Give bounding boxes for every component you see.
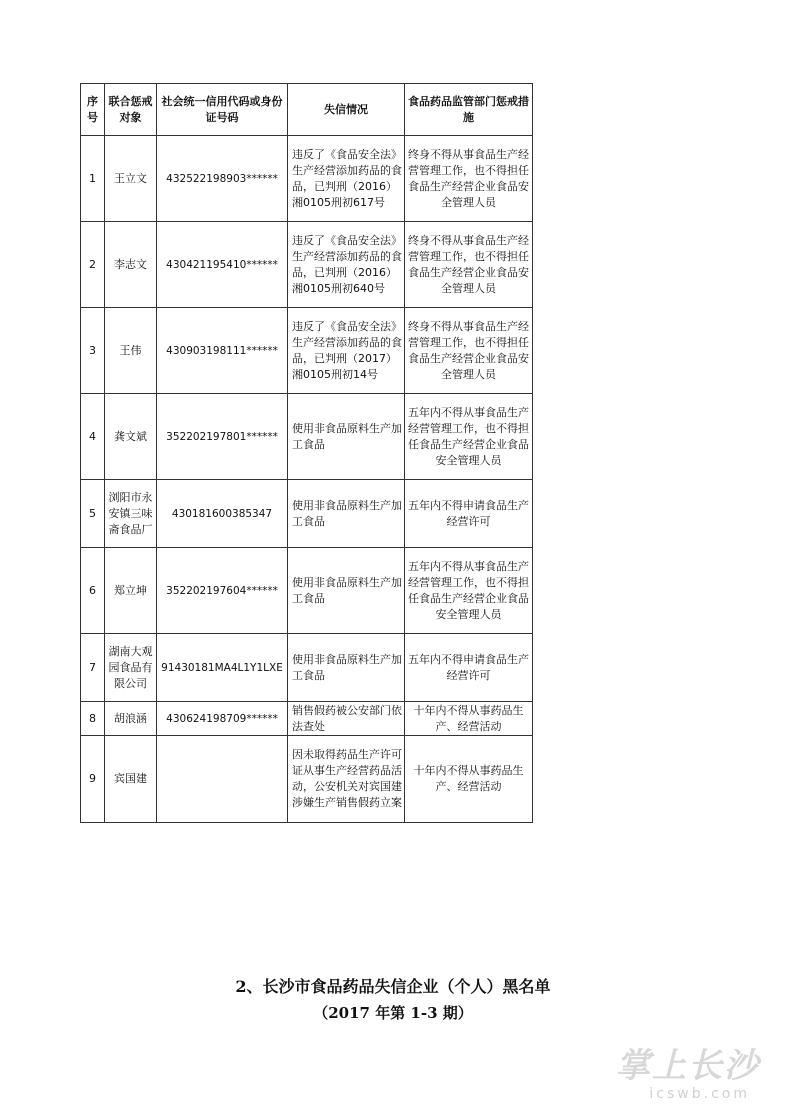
cell-name: 王伟 xyxy=(105,308,157,394)
watermark-logo: 掌上长沙 xyxy=(616,1046,760,1086)
blacklist-table xyxy=(80,83,533,823)
cell-name: 宾国建 xyxy=(105,736,157,823)
cell-situation: 使用非食品原料生产加工食品 xyxy=(288,480,405,548)
table-row xyxy=(81,308,533,394)
cell-name: 湖南大观园食品有限公司 xyxy=(105,634,157,702)
header-target: 联合惩戒对象 xyxy=(105,84,157,136)
cell-measure: 五年内不得从事食品生产经营管理工作，也不得担任食品生产经营企业食品安全管理人员 xyxy=(405,548,533,634)
table-row xyxy=(81,548,533,634)
cell-situation: 因未取得药品生产许可证从事生产经营药品活动，公安机关对宾国建涉嫌生产销售假药立案 xyxy=(288,736,405,823)
cell-code: 430421195410****** xyxy=(157,222,288,308)
cell-measure: 终身不得从事食品生产经营管理工作，也不得担任食品生产经营企业食品安全管理人员 xyxy=(405,308,533,394)
cell-code: 430181600385347 xyxy=(157,480,288,548)
cell-name: 李志文 xyxy=(105,222,157,308)
cell-situation: 使用非食品原料生产加工食品 xyxy=(288,634,405,702)
section-subtitle: （2017 年第 1-3 期） xyxy=(313,1004,473,1022)
cell-code: 430624198709****** xyxy=(157,702,288,736)
cell-code: 352202197801****** xyxy=(157,394,288,480)
cell-situation: 使用非食品原料生产加工食品 xyxy=(288,394,405,480)
table-row xyxy=(81,394,533,480)
cell-code: 430903198111****** xyxy=(157,308,288,394)
cell-no: 8 xyxy=(81,702,105,736)
section-title: 2、长沙市食品药品失信企业（个人）黑名单 xyxy=(235,977,551,996)
cell-situation: 使用非食品原料生产加工食品 xyxy=(288,548,405,634)
table-row xyxy=(81,736,533,823)
cell-measure: 十年内不得从事药品生产、经营活动 xyxy=(405,702,533,736)
cell-code: 91430181MA4L1Y1LXE xyxy=(157,634,288,702)
cell-no: 2 xyxy=(81,222,105,308)
cell-situation: 违反了《食品安全法》生产经营添加药品的食品，已判刑（2017）湘0105刑初14号 xyxy=(288,308,405,394)
watermark xyxy=(570,1046,760,1102)
table-row xyxy=(81,634,533,702)
cell-name: 浏阳市永安镇三味斋食品厂 xyxy=(105,480,157,548)
table-row xyxy=(81,222,533,308)
cell-no: 9 xyxy=(81,736,105,823)
cell-code: 352202197604****** xyxy=(157,548,288,634)
watermark-url: icswb.com xyxy=(649,1086,750,1102)
table-header-row xyxy=(81,84,533,136)
cell-measure: 五年内不得申请食品生产经营许可 xyxy=(405,480,533,548)
table-row xyxy=(81,702,533,736)
header-no: 序号 xyxy=(81,84,105,136)
table-row xyxy=(81,136,533,222)
cell-measure: 终身不得从事食品生产经营管理工作，也不得担任食品生产经营企业食品安全管理人员 xyxy=(405,222,533,308)
cell-measure: 终身不得从事食品生产经营管理工作，也不得担任食品生产经营企业食品安全管理人员 xyxy=(405,136,533,222)
cell-code: 432522198903****** xyxy=(157,136,288,222)
cell-code xyxy=(157,736,288,823)
cell-name: 王立文 xyxy=(105,136,157,222)
cell-no: 3 xyxy=(81,308,105,394)
cell-no: 7 xyxy=(81,634,105,702)
table-row xyxy=(81,480,533,548)
cell-no: 4 xyxy=(81,394,105,480)
cell-no: 1 xyxy=(81,136,105,222)
cell-measure: 五年内不得从事食品生产经营管理工作，也不得担任食品生产经营企业食品安全管理人员 xyxy=(405,394,533,480)
cell-name: 胡浪涵 xyxy=(105,702,157,736)
header-situation: 失信情况 xyxy=(288,84,405,136)
cell-name: 龚文斌 xyxy=(105,394,157,480)
cell-situation: 销售假药被公安部门依法查处 xyxy=(288,702,405,736)
cell-measure: 十年内不得从事药品生产、经营活动 xyxy=(405,736,533,823)
cell-no: 5 xyxy=(81,480,105,548)
cell-measure: 五年内不得申请食品生产经营许可 xyxy=(405,634,533,702)
cell-situation: 违反了《食品安全法》生产经营添加药品的食品，已判刑（2016）湘0105刑初640号 xyxy=(288,222,405,308)
header-code: 社会统一信用代码或身份证号码 xyxy=(157,84,288,136)
cell-name: 郑立坤 xyxy=(105,548,157,634)
cell-no: 6 xyxy=(81,548,105,634)
cell-situation: 违反了《食品安全法》生产经营添加药品的食品，已判刑（2016）湘0105刑初617号 xyxy=(288,136,405,222)
header-measure: 食品药品监管部门惩戒措施 xyxy=(405,84,533,136)
